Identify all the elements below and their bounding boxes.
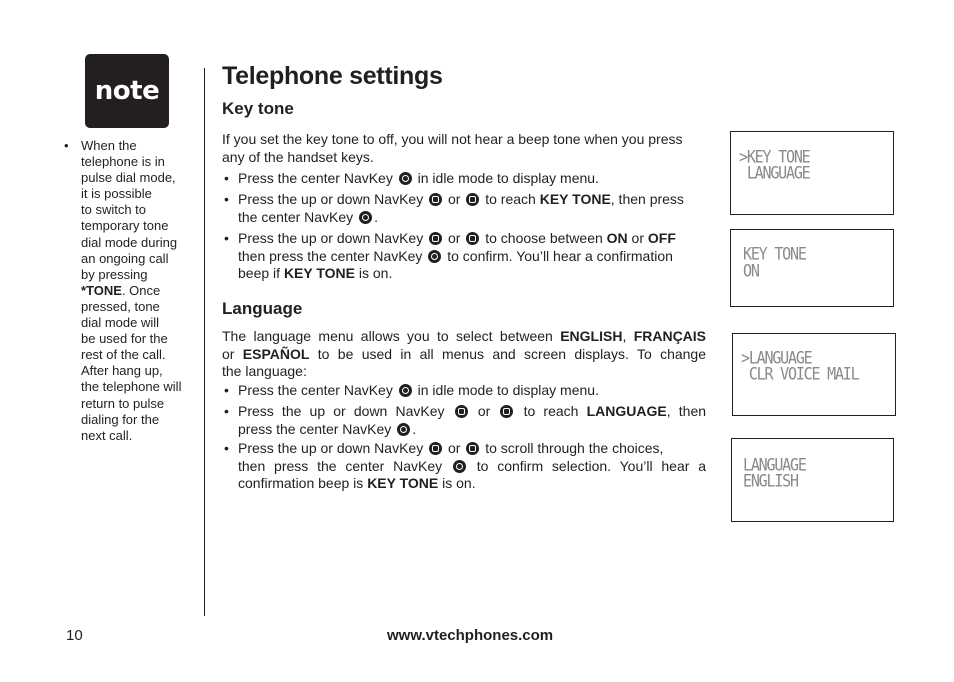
text-fragment: or bbox=[222, 345, 235, 362]
side-note-line: temporary tone bbox=[81, 218, 169, 234]
bullet: • bbox=[224, 382, 229, 398]
side-note-line: dial mode during bbox=[81, 234, 178, 250]
down-navkey-icon bbox=[466, 193, 479, 206]
text-fragment: Press the up or down NavKey bbox=[238, 403, 445, 419]
step-line bbox=[238, 403, 706, 421]
key-tone-term: KEY TONE bbox=[539, 191, 611, 207]
center-navkey-icon bbox=[359, 211, 372, 224]
center-navkey-icon bbox=[453, 460, 466, 473]
key-tone-term: KEY TONE bbox=[283, 265, 355, 281]
step-line bbox=[238, 475, 706, 493]
side-note-line: be used for the bbox=[81, 331, 168, 347]
up-navkey-icon bbox=[429, 193, 442, 206]
note-label: note bbox=[94, 76, 160, 106]
text-fragment: beep if bbox=[238, 265, 281, 281]
lcd-line: LANGUAGE bbox=[739, 163, 810, 183]
bullet: • bbox=[224, 403, 229, 419]
paragraph-line bbox=[222, 328, 706, 346]
text-fragment: or bbox=[477, 403, 491, 419]
text-fragment: to confirm selection. You’ll hear a bbox=[476, 457, 706, 474]
side-note-line: to switch to bbox=[81, 202, 147, 218]
text-fragment: confirmation beep is bbox=[238, 475, 364, 491]
side-note-bullet: • bbox=[64, 138, 69, 153]
key-tone-term: KEY TONE bbox=[367, 475, 439, 491]
lcd-line: ENGLISH bbox=[743, 471, 798, 491]
side-note-line: next call. bbox=[81, 427, 133, 443]
side-note-line: pressed, tone bbox=[81, 298, 160, 314]
text-fragment: . bbox=[374, 208, 378, 225]
text-fragment: , then bbox=[666, 403, 707, 419]
bullet: • bbox=[224, 230, 229, 246]
side-note-line: After hang up, bbox=[81, 363, 163, 379]
step-text bbox=[238, 230, 706, 283]
side-note-line: dialing for the bbox=[81, 411, 160, 427]
text-fragment: to reach bbox=[523, 403, 579, 419]
text-fragment: or bbox=[448, 191, 461, 207]
text-fragment: . bbox=[412, 420, 417, 437]
step-line bbox=[238, 209, 706, 227]
step-line bbox=[238, 191, 706, 209]
key-tone-heading: Key tone bbox=[222, 99, 294, 118]
text-fragment: is on. bbox=[442, 475, 476, 491]
side-note-line: an ongoing call bbox=[81, 250, 169, 266]
side-note-line: by pressing bbox=[81, 266, 148, 282]
side-note-line: dial mode will bbox=[81, 315, 160, 331]
step-line bbox=[238, 382, 706, 400]
lcd-screen-key-tone-on bbox=[730, 229, 894, 307]
bullet: • bbox=[224, 191, 229, 207]
text-fragment: then press the center NavKey bbox=[238, 457, 443, 474]
side-note-line: When the bbox=[81, 138, 137, 153]
side-note-line: rest of the call. bbox=[81, 347, 166, 363]
text-fragment: then press the center NavKey bbox=[238, 247, 423, 264]
side-note-line: it is possible bbox=[81, 186, 152, 202]
step-line bbox=[238, 440, 706, 458]
side-note-line: pulse dial mode, bbox=[81, 170, 176, 186]
english-term: ENGLISH bbox=[560, 328, 623, 344]
step-line bbox=[238, 170, 706, 188]
down-navkey-icon bbox=[466, 232, 479, 245]
step-line bbox=[238, 248, 706, 266]
key-tone-intro bbox=[222, 131, 706, 166]
page-number: 10 bbox=[66, 627, 83, 644]
bullet: • bbox=[224, 440, 229, 456]
side-note-line bbox=[81, 283, 197, 299]
up-navkey-icon bbox=[429, 442, 442, 455]
language-term: LANGUAGE bbox=[586, 403, 667, 419]
up-navkey-icon bbox=[429, 232, 442, 245]
off-term: OFF bbox=[647, 230, 676, 246]
lcd-screen-language-english bbox=[731, 438, 894, 522]
step-text bbox=[238, 403, 706, 438]
text-fragment: or bbox=[631, 230, 644, 246]
side-note-line: telephone is in bbox=[81, 154, 165, 170]
step-text bbox=[238, 440, 706, 493]
text-fragment: Press the up or down NavKey bbox=[238, 440, 424, 456]
lcd-line: ON bbox=[743, 261, 759, 281]
step-line bbox=[238, 421, 706, 439]
text-fragment: to be used in all menus and screen displays. To change bbox=[317, 345, 706, 362]
text-fragment: is on. bbox=[358, 265, 393, 281]
text-fragment: Press the center NavKey bbox=[238, 382, 393, 398]
text-fragment: press the center NavKey bbox=[238, 420, 392, 437]
paragraph-line: If you set the key tone to off, you will not hear a beep tone when you press bbox=[222, 131, 683, 147]
side-note-line: the telephone will bbox=[81, 379, 182, 395]
down-navkey-icon bbox=[500, 405, 513, 418]
step-text bbox=[238, 191, 706, 226]
lcd-line: KEY TONE bbox=[743, 244, 806, 264]
page-title: Telephone settings bbox=[222, 62, 443, 90]
lcd-line: >LANGUAGE bbox=[741, 348, 812, 368]
step-line bbox=[238, 458, 706, 476]
on-term: ON bbox=[606, 230, 628, 246]
note-badge bbox=[85, 54, 169, 128]
center-navkey-icon bbox=[397, 423, 410, 436]
text-fragment: Press the up or down NavKey bbox=[238, 230, 424, 246]
text-fragment: Press the center NavKey bbox=[238, 170, 393, 186]
lcd-line: LANGUAGE bbox=[743, 455, 806, 475]
paragraph-line: any of the handset keys. bbox=[222, 148, 374, 165]
text-fragment: , bbox=[622, 328, 627, 344]
paragraph-line bbox=[222, 346, 706, 364]
side-note-text bbox=[81, 138, 197, 444]
text-fragment: to reach bbox=[485, 191, 536, 207]
lcd-screen-language-menu bbox=[732, 333, 896, 416]
text-fragment: or bbox=[448, 440, 461, 456]
center-navkey-icon bbox=[399, 172, 412, 185]
step-line bbox=[238, 265, 706, 283]
text-fragment: or bbox=[448, 230, 461, 246]
language-intro bbox=[222, 328, 706, 381]
step-text bbox=[238, 170, 706, 188]
up-navkey-icon bbox=[455, 405, 468, 418]
step-line bbox=[238, 230, 706, 248]
lcd-line: CLR VOICE MAIL bbox=[741, 364, 859, 384]
center-navkey-icon bbox=[428, 250, 441, 263]
lcd-line: >KEY TONE bbox=[739, 147, 810, 167]
text-fragment: in idle mode to display menu. bbox=[417, 382, 599, 398]
language-heading: Language bbox=[222, 299, 303, 318]
bullet: • bbox=[224, 170, 229, 186]
paragraph-line: the language: bbox=[222, 363, 307, 379]
text-fragment: to scroll through the choices, bbox=[485, 440, 664, 456]
text-fragment: to choose between bbox=[485, 230, 603, 246]
text-fragment: The language menu allows you to select between bbox=[222, 328, 553, 344]
text-fragment: , then press bbox=[610, 191, 684, 207]
text-fragment: the center NavKey bbox=[238, 208, 354, 225]
center-navkey-icon bbox=[399, 384, 412, 397]
side-note-line: return to pulse bbox=[81, 395, 165, 411]
side-note-fragment: . Once bbox=[121, 282, 161, 298]
text-fragment: Press the up or down NavKey bbox=[238, 191, 424, 207]
column-divider bbox=[204, 68, 205, 616]
lcd-screen-key-tone-menu bbox=[730, 131, 894, 215]
text-fragment: to confirm. You’ll hear a confirmation bbox=[447, 247, 673, 264]
step-text bbox=[238, 382, 706, 400]
website-url: www.vtechphones.com bbox=[387, 627, 554, 644]
text-fragment: in idle mode to display menu. bbox=[417, 170, 599, 186]
french-term: FRANÇAIS bbox=[633, 328, 707, 344]
tone-key-label: *TONE bbox=[81, 282, 122, 298]
down-navkey-icon bbox=[466, 442, 479, 455]
spanish-term: ESPAÑOL bbox=[242, 345, 310, 362]
